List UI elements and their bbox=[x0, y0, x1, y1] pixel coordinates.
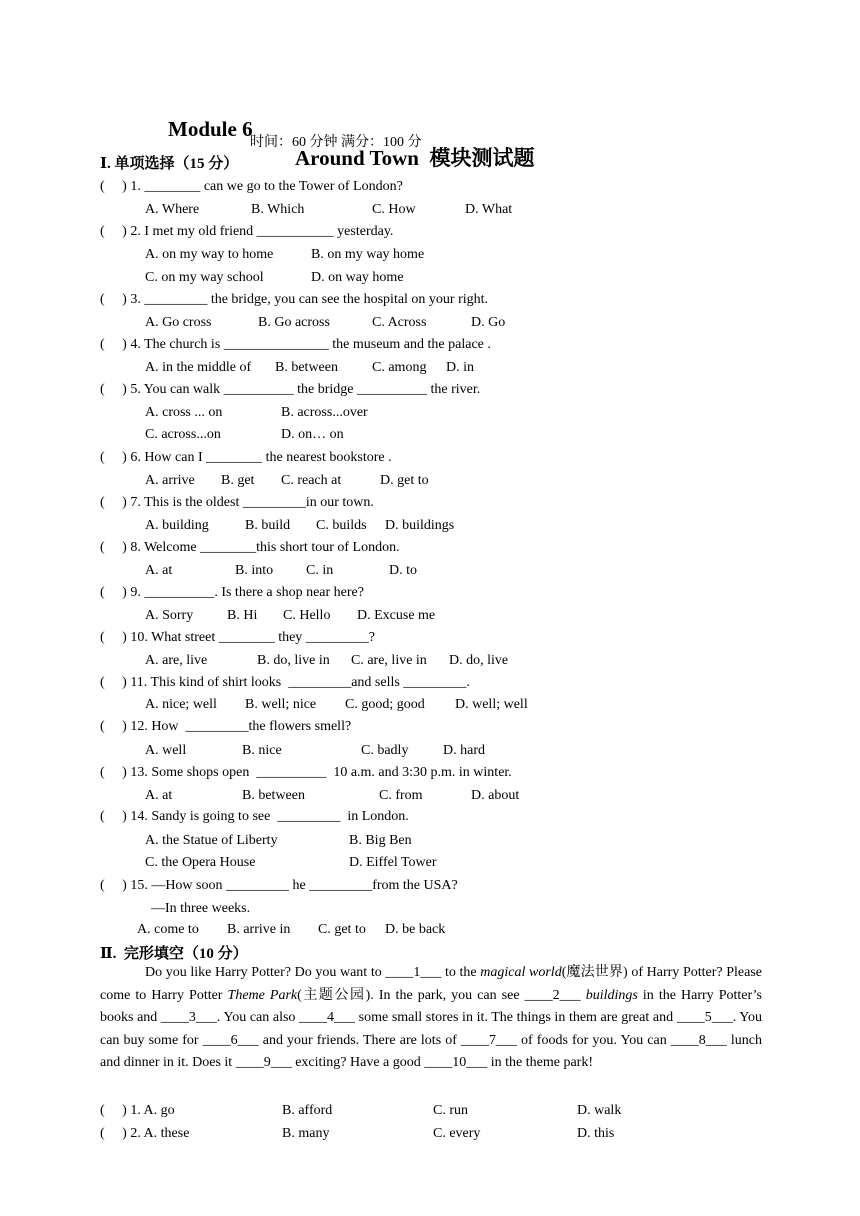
option: D. buildings bbox=[385, 518, 455, 533]
question-stem: ( ) 10. What street ________ they _________? bbox=[100, 630, 376, 645]
option: A. on my way to home bbox=[145, 247, 274, 262]
option: C. across...on bbox=[145, 427, 221, 442]
option: D. do, live bbox=[449, 653, 509, 668]
question-stem: ( ) 3. _________ the bridge, you can see the hospital on your right. bbox=[100, 292, 489, 307]
question-stem: ( ) 11. This kind of shirt looks _________and sells _________. bbox=[100, 675, 470, 690]
question-stem: ( ) 13. Some shops open __________ 10 a.m. and 3:30 p.m. in winter. bbox=[100, 765, 512, 780]
option: C. badly bbox=[361, 743, 409, 758]
question-stem: ( ) 15. —How soon _________ he _________from the USA? bbox=[100, 878, 458, 893]
option: B. on my way home bbox=[311, 247, 425, 262]
question-stem: ( ) 7. This is the oldest _________in our town. bbox=[100, 495, 374, 510]
page-title bbox=[0, 92, 860, 192]
question-stem: ( ) 12. How _________the flowers smell? bbox=[100, 719, 352, 734]
option: B. between bbox=[242, 788, 305, 803]
question-stem: ( ) 8. Welcome ________this short tour of London. bbox=[100, 540, 400, 555]
option: B. across...over bbox=[281, 405, 368, 420]
option: A. arrive bbox=[145, 473, 195, 488]
option: A. Where bbox=[145, 202, 200, 217]
option: C. Across bbox=[372, 315, 427, 330]
option: C. How bbox=[372, 202, 416, 217]
option: A. at bbox=[145, 788, 173, 803]
question-stem: ( ) 5. You can walk __________ the bridge __________ the river. bbox=[100, 382, 481, 397]
question-stem: ( ) 1. A. go bbox=[100, 1103, 175, 1118]
option: B. afford bbox=[282, 1103, 333, 1118]
option: B. well; nice bbox=[245, 697, 317, 712]
option: C. builds bbox=[316, 518, 367, 533]
option: B. Big Ben bbox=[349, 833, 412, 848]
option: C. run bbox=[433, 1103, 468, 1118]
option: C. on my way school bbox=[145, 270, 264, 285]
question-stem: ( ) 4. The church is _______________ the museum and the palace . bbox=[100, 337, 491, 352]
option: D. get to bbox=[380, 473, 429, 488]
option: B. do, live in bbox=[257, 653, 330, 668]
option: B. nice bbox=[242, 743, 282, 758]
option: C. good; good bbox=[345, 697, 425, 712]
option: B. Go across bbox=[258, 315, 330, 330]
option: A. building bbox=[145, 518, 209, 533]
option: B. Hi bbox=[227, 608, 258, 623]
option: A. come to bbox=[137, 922, 199, 937]
option: D. hard bbox=[443, 743, 485, 758]
question-stem: ( ) 2. A. these bbox=[100, 1126, 190, 1141]
option: D. on way home bbox=[311, 270, 404, 285]
option: A. well bbox=[145, 743, 187, 758]
option: C. the Opera House bbox=[145, 855, 256, 870]
option: C. in bbox=[306, 563, 334, 578]
option: A. Sorry bbox=[145, 608, 194, 623]
option: C. Hello bbox=[283, 608, 331, 623]
option: B. into bbox=[235, 563, 274, 578]
option: C. from bbox=[379, 788, 423, 803]
option: D. Excuse me bbox=[357, 608, 436, 623]
cloze-passage: Do you like Harry Potter? Do you want to ____1___ to the magical world(魔法世界) of Harry Potter? Please come to Harry Potter Theme Park(主题公园). In the park, you can see ____2___ buildings in the Harry Potter’s books and ____3___. You can also ____4___ some small stores in it. The things in them are great and ____5___. You can buy some for ____6___ and your friends. There are lots of ____7___ of foods for you. You can ____8___ lunch and dinner in it. Does it ____9___ exciting? Have a good ____10___ in the theme park! bbox=[100, 965, 763, 1071]
question-stem: ( ) 9. __________. Is there a shop near here? bbox=[100, 585, 364, 600]
question-stem: ( ) 1. ________ can we go to the Tower of London? bbox=[100, 179, 403, 194]
question-stem: ( ) 6. How can I ________ the nearest bookstore . bbox=[100, 450, 392, 465]
title-module: Module 6 bbox=[168, 117, 253, 141]
option: D. in bbox=[446, 360, 474, 375]
option: A. are, live bbox=[145, 653, 208, 668]
option: A. at bbox=[145, 563, 173, 578]
option: D. to bbox=[389, 563, 417, 578]
option: C. reach at bbox=[281, 473, 342, 488]
option: D. this bbox=[577, 1126, 615, 1141]
option: C. every bbox=[433, 1126, 481, 1141]
question-dialogue: —In three weeks. bbox=[151, 901, 251, 916]
question-stem: ( ) 14. Sandy is going to see _________ in London. bbox=[100, 809, 409, 824]
option: C. are, live in bbox=[351, 653, 427, 668]
option: D. Eiffel Tower bbox=[349, 855, 437, 870]
option: A. nice; well bbox=[145, 697, 217, 712]
option: B. Which bbox=[251, 202, 305, 217]
option: B. arrive in bbox=[227, 922, 291, 937]
option: C. get to bbox=[318, 922, 366, 937]
option: B. build bbox=[245, 518, 291, 533]
title-topic: Around Town 模块测试题 bbox=[295, 146, 535, 170]
option: A. cross ... on bbox=[145, 405, 223, 420]
option: B. between bbox=[275, 360, 338, 375]
question-stem: ( ) 2. I met my old friend ___________ yesterday. bbox=[100, 224, 394, 239]
option: D. about bbox=[471, 788, 520, 803]
option: A. Go cross bbox=[145, 315, 212, 330]
section2-heading: Ⅱ. 完形填空（10 分） bbox=[100, 946, 248, 962]
option: B. get bbox=[221, 473, 255, 488]
option: D. on… on bbox=[281, 427, 344, 442]
option: A. in the middle of bbox=[145, 360, 252, 375]
option: D. well; well bbox=[455, 697, 528, 712]
option: A. the Statue of Liberty bbox=[145, 833, 278, 848]
option: B. many bbox=[282, 1126, 330, 1141]
exam-info: 时间：60 分钟 满分：100 分 bbox=[250, 135, 422, 150]
option: D. What bbox=[465, 202, 513, 217]
option: D. be back bbox=[385, 922, 446, 937]
option: C. among bbox=[372, 360, 427, 375]
section1-heading: Ⅰ. 单项选择（15 分） bbox=[100, 156, 239, 172]
option: D. Go bbox=[471, 315, 506, 330]
option: D. walk bbox=[577, 1103, 622, 1118]
